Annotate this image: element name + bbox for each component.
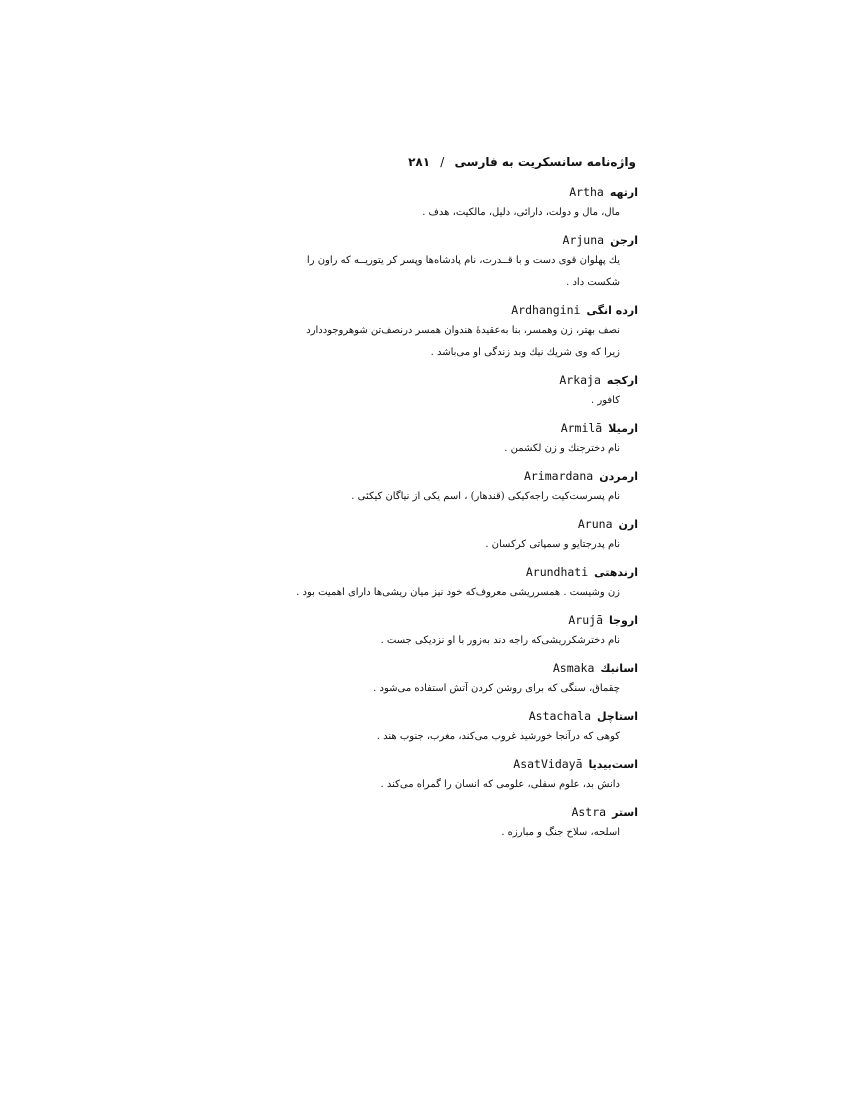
entry-headword: اروجا bbox=[609, 614, 638, 627]
entry-definition: زن وشیست . همسرریشی معروف‌که خود نیز میان ریشی‌ها دارای اهمیت بود . bbox=[296, 587, 620, 598]
entry-headword: است‌بیدیا bbox=[588, 758, 638, 771]
entry-transliteration: Arjuna bbox=[562, 233, 605, 247]
entry-transliteration: Astra bbox=[571, 805, 607, 819]
glossary-entry bbox=[224, 228, 638, 294]
entry-transliteration: Arimardana bbox=[523, 469, 594, 483]
entry-headword: استاچل bbox=[597, 710, 638, 723]
glossary-entry bbox=[224, 704, 638, 748]
glossary-entry bbox=[224, 416, 638, 460]
entry-transliteration: Arujā bbox=[568, 613, 603, 627]
entry-definition: نام پدرجتایو و سمپاتی کرکسان . bbox=[485, 539, 620, 550]
entry-transliteration: Astachala bbox=[528, 709, 592, 723]
entry-definition: چقماق، سنگی که برای روشن کردن آتش استفاده می‌شود . bbox=[373, 683, 620, 694]
entry-headword: ارکجه bbox=[606, 374, 638, 387]
glossary-entries bbox=[224, 180, 638, 848]
entry-definition: شکست داد . bbox=[566, 277, 620, 288]
entry-headword: ارمردن bbox=[599, 470, 638, 483]
entry-transliteration: Arkaja bbox=[559, 373, 601, 387]
glossary-entry bbox=[224, 180, 638, 224]
entry-headword: ارن bbox=[618, 518, 638, 531]
entry-definition: نام دخترشکرریشی‌که راجه دند به‌زور با او نزدیکی جست . bbox=[380, 635, 620, 646]
running-title: واژه‌نامه سانسکریت به فارسی bbox=[454, 155, 636, 169]
entry-transliteration: Ardhangini bbox=[511, 303, 581, 317]
glossary-entry bbox=[224, 560, 638, 604]
entry-transliteration: AsatVidayā bbox=[513, 757, 583, 771]
entry-definition: کافور . bbox=[591, 395, 620, 406]
page-number: ۲۸۱ bbox=[408, 155, 431, 169]
glossary-entry bbox=[224, 656, 638, 700]
entry-headword: ارتهه bbox=[609, 186, 638, 199]
entry-headword: ارمیلا bbox=[608, 422, 638, 435]
entry-transliteration: Artha bbox=[569, 185, 604, 199]
page-header bbox=[228, 152, 636, 172]
entry-transliteration: Asmaka bbox=[552, 661, 595, 675]
entry-transliteration: Aruna bbox=[577, 517, 613, 531]
header-separator: / bbox=[440, 155, 445, 169]
glossary-entry bbox=[224, 298, 638, 364]
entry-transliteration: Arundhati bbox=[525, 565, 589, 579]
entry-headword: اسانبك bbox=[600, 662, 638, 675]
entry-headword: ارندهتی bbox=[594, 566, 638, 579]
glossary-entry bbox=[224, 608, 638, 652]
glossary-entry bbox=[224, 368, 638, 412]
entry-definition: دانش بد، علوم سفلی، علومی که انسان را گمراه می‌کند . bbox=[380, 779, 620, 790]
glossary-entry bbox=[224, 800, 638, 844]
entry-definition: مال، مال و دولت، دارائی، دلیل، مالکیت، هدف . bbox=[422, 207, 620, 218]
entry-definition: زیرا که وی شریك نیك وبد زندگی او می‌باشد . bbox=[430, 347, 620, 358]
entry-headword: ارده انگی bbox=[586, 304, 638, 317]
entry-definition: یك پهلوان قوی دست و با قــدرت، نام پادشاه‌ها وپسر کر یتوریــه که راون را bbox=[306, 255, 620, 266]
entry-headword: ارجن bbox=[610, 234, 638, 247]
glossary-entry bbox=[224, 512, 638, 556]
entry-headword: استر bbox=[612, 806, 638, 819]
entry-definition: نام دخترجنك و زن لکشمن . bbox=[504, 443, 620, 454]
glossary-entry bbox=[224, 752, 638, 796]
entry-definition: نصف بهتر، زن وهمسر، بنا به‌عقیدهٔ هندوان همسر درنصف‌تن شوهروجوددارد bbox=[306, 325, 620, 336]
entry-transliteration: Armilā bbox=[560, 421, 603, 435]
glossary-entry bbox=[224, 464, 638, 508]
entry-definition: نام پسرست‌کیت راجه‌کیکی (قندهار) ، اسم یکی از نیاگان کیکئی . bbox=[351, 491, 620, 502]
entry-definition: اسلحه، سلاح جنگ و مبارزه . bbox=[501, 827, 620, 838]
entry-definition: کوهی که درآنجا خورشید غروب می‌کند، مغرب، جنوب هند . bbox=[376, 731, 620, 742]
